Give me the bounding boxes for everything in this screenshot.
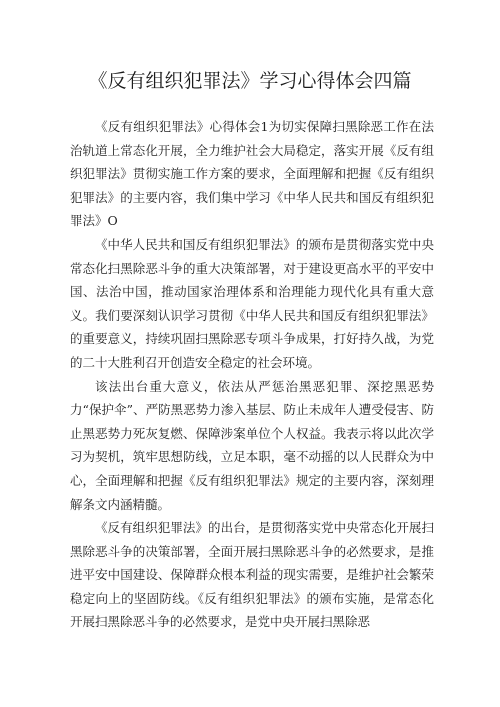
paragraph-1: 《反有组织犯罪法》心得体会1为切实保障扫黑除恶工作在法治轨道上常态化开展，全力维护社会大局稳定，落实开展《反有组织犯罪法》贯彻实施工作方案的要求，全面理解和把握《反有组织犯罪法》的主要内容，我们集中学习《中华人民共和国反有组织犯罪法》O <box>70 119 434 229</box>
document-title: 《反有组织犯罪法》学习心得体会四篇 <box>88 70 412 92</box>
paragraph-4: 《反有组织犯罪法》的出台，是贯彻落实党中央常态化开展扫黑除恶斗争的决策部署，全面开展扫黑除恶斗争的必然要求，是推进平安中国建设、保障群众根本利益的现实需要，是维护社会繁荣稳定向上的坚固防线。《反有组织犯罪法》的颁布实施，是常态化开展扫黑除恶斗争的必然要求，是党中央开展扫黑除恶 <box>70 520 434 630</box>
paragraph-3: 该法出台重大意义，依法从严惩治黑恶犯罪、深挖黑恶势力“保护伞”、严防黑恶势力渗入基层、防止未成年人遭受侵害、防止黑恶势力死灰复燃、保障涉案单位个人权益。我表示将以此次学习为契机，筑牢思想防线，立足本职，毫不动摇的以人民群众为中心，全面理解和把握《反有组织犯罪法》规定的主要内容，深刻理解条文内涵精髓。 <box>70 378 434 512</box>
document-body <box>70 115 434 634</box>
paragraph-2: 《中华人民共和国反有组织犯罪法》的颁布是贯彻落实党中央常态化扫黑除恶斗争的重大决策部署，对于建设更高水平的平安中国、法治中国，推动国家治理体系和治理能力现代化具有重大意义。我们要深刻认识学习贯彻《中华人民共和国反有组织犯罪法》的重要意义，持续巩固扫黑除恶专项斗争成果，打好持久战，为党的二十大胜利召开创造安全稳定的社会环境。 <box>70 236 434 370</box>
